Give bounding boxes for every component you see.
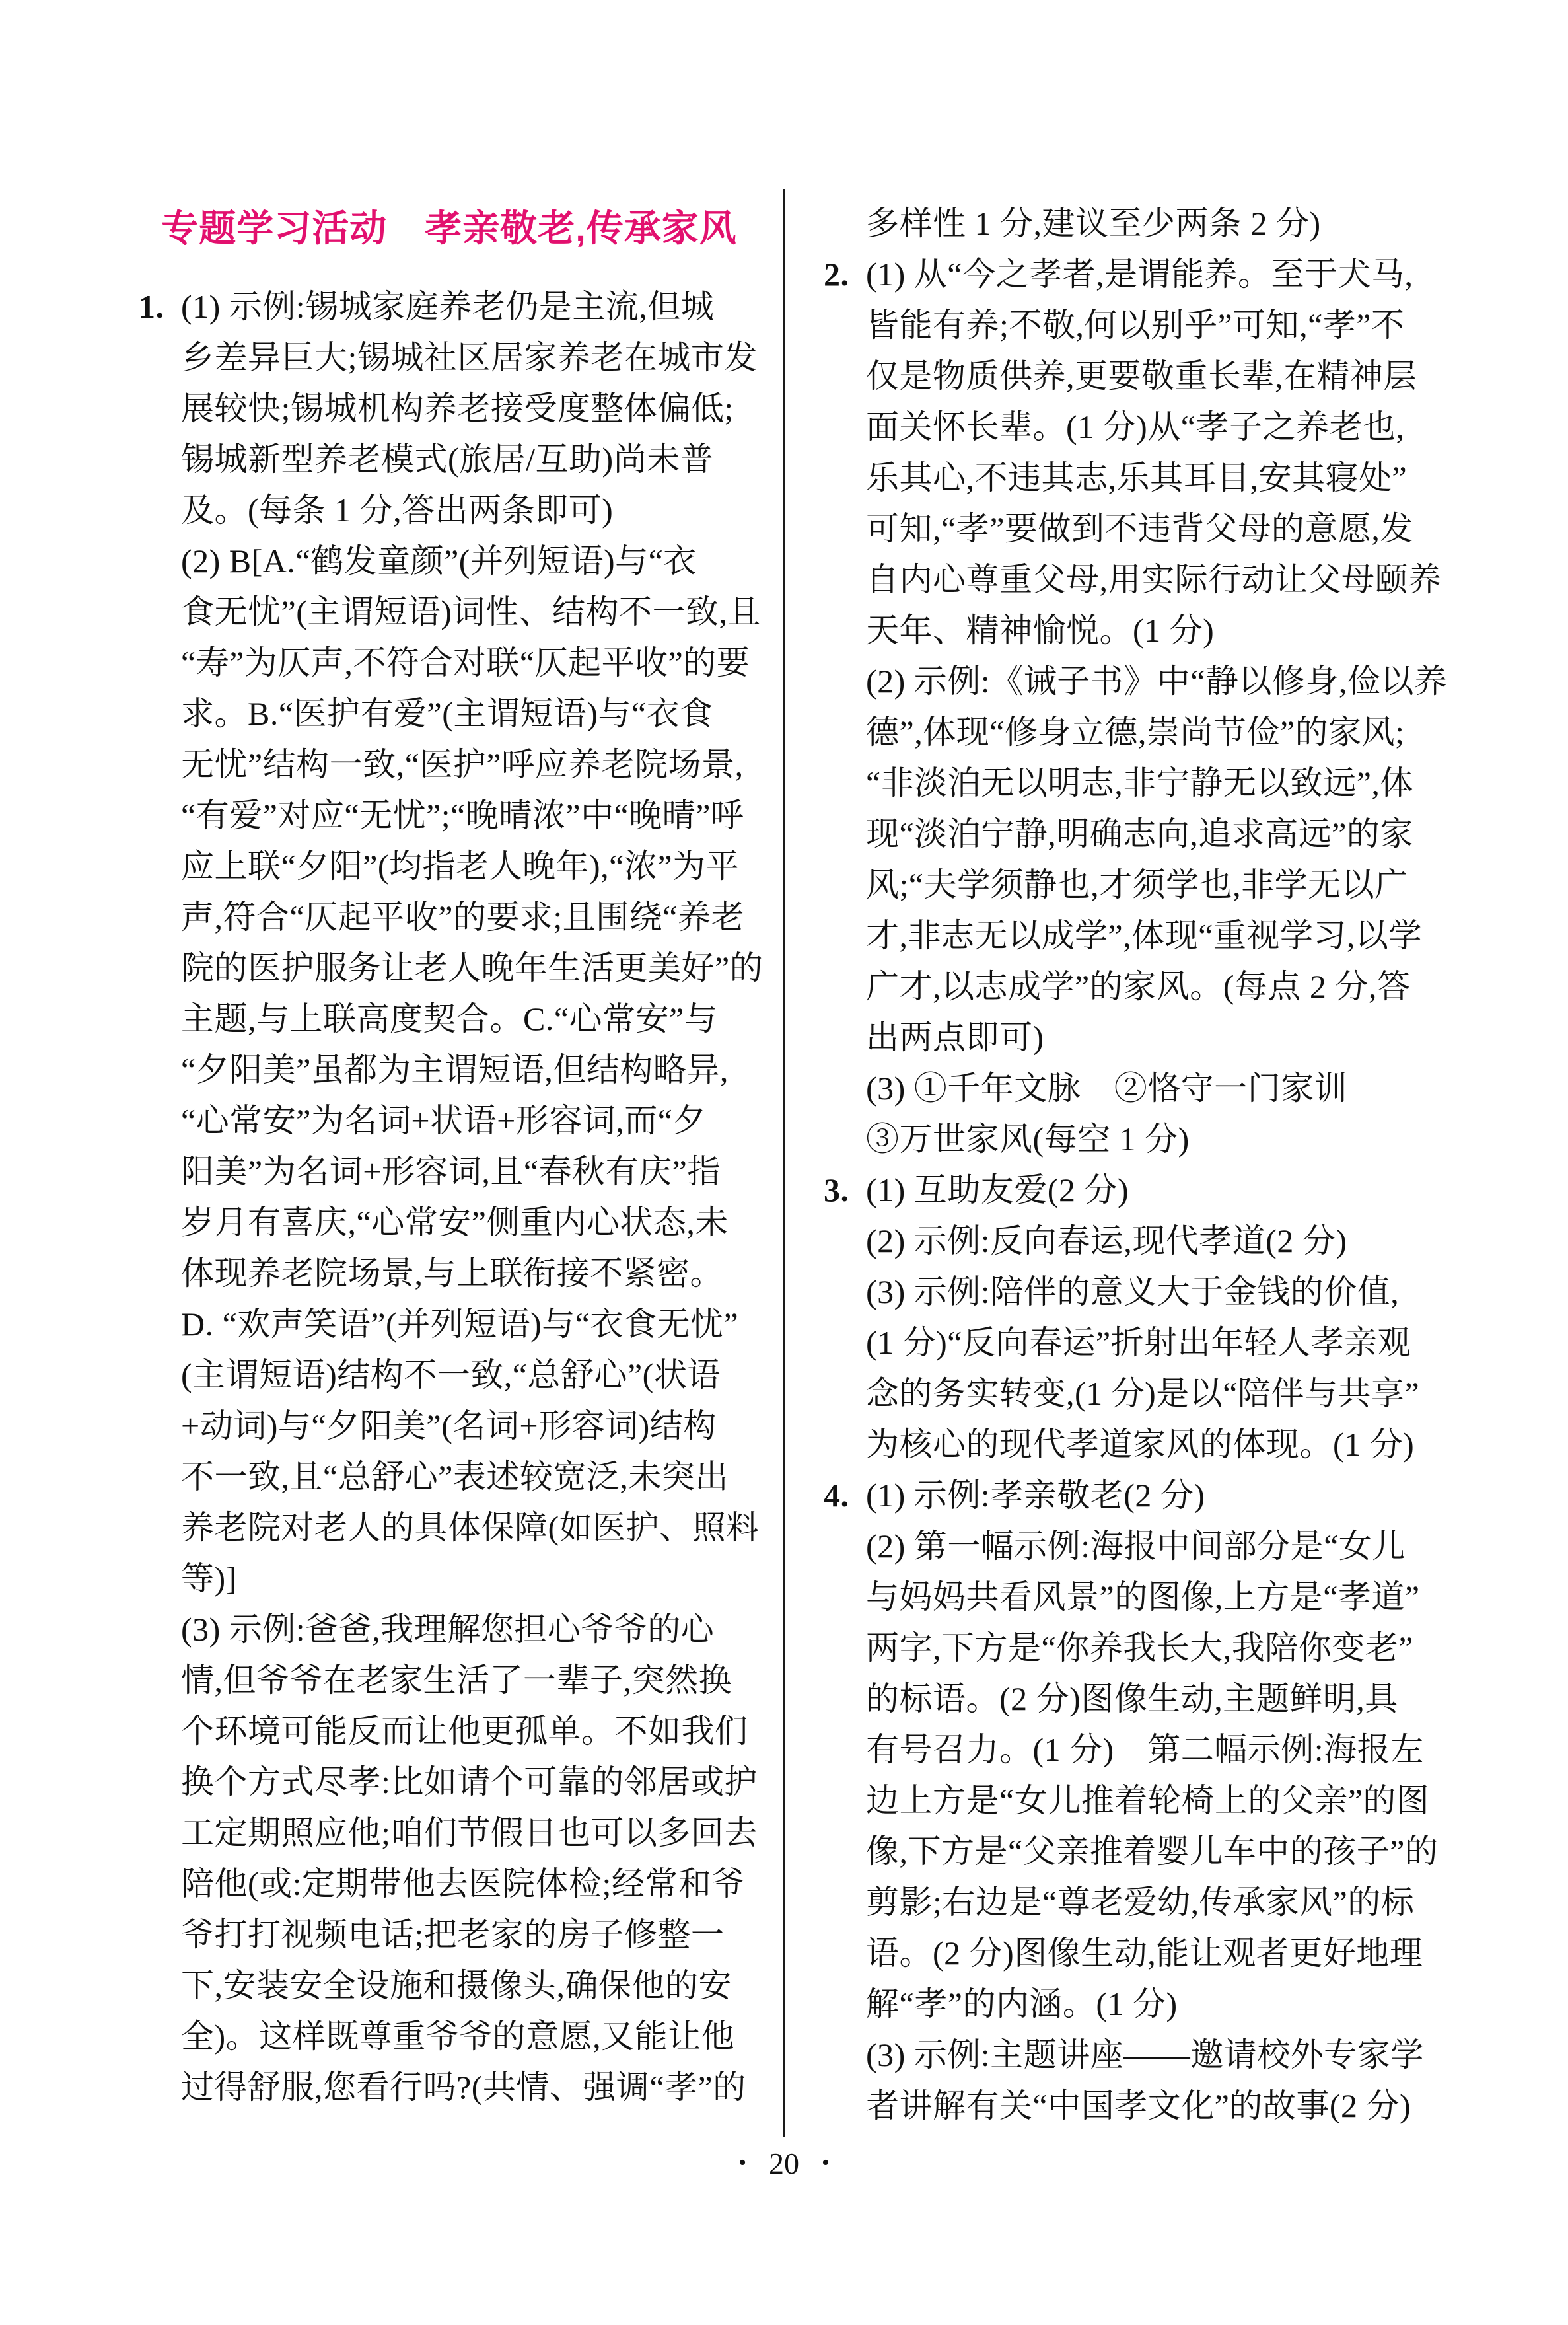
answer-line bbox=[139, 536, 773, 587]
line-text: “非淡泊无以明志,非宁静无以致远”,体 bbox=[866, 764, 1413, 801]
answer-line bbox=[824, 1419, 1458, 1470]
line-text: 风;“夫学须静也,才须学也,非学无以广 bbox=[866, 866, 1408, 903]
answer-line bbox=[139, 383, 773, 434]
line-text: 无忧”结构一致,“医护”呼应养老院场景, bbox=[181, 746, 744, 783]
line-text: 换个方式尽孝:比如请个可靠的邻居或护 bbox=[181, 1763, 758, 1800]
answer-line bbox=[139, 638, 773, 688]
line-text: 情,但爷爷在老家生活了一辈子,突然换 bbox=[181, 1662, 732, 1699]
line-text: (2) 第一幅示例:海报中间部分是“女儿 bbox=[866, 1528, 1406, 1565]
line-text: (1) 互助友爱(2 分) bbox=[866, 1171, 1129, 1208]
line-text: 岁月有喜庆,“心常安”侧重内心状态,未 bbox=[181, 1204, 729, 1241]
line-text: 的标语。(2 分)图像生动,主题鲜明,具 bbox=[866, 1680, 1398, 1717]
answer-line bbox=[824, 1063, 1458, 1114]
line-text: 现“淡泊宁静,明确志向,追求高远”的家 bbox=[866, 815, 1413, 852]
line-text: 应上联“夕阳”(均指老人晚年),“浓”为平 bbox=[181, 848, 740, 885]
line-text: 为核心的现代孝道家风的体现。(1 分) bbox=[866, 1426, 1415, 1463]
page-number: 20 bbox=[769, 2147, 799, 2180]
answer-line bbox=[824, 1979, 1458, 2030]
item-number: 3. bbox=[824, 1171, 849, 1208]
answer-line bbox=[139, 790, 773, 841]
line-text: 天年、精神愉悦。(1 分) bbox=[866, 612, 1215, 649]
answer-line bbox=[139, 1197, 773, 1248]
line-text: 像,下方是“父亲推着婴儿车中的孩子”的 bbox=[866, 1833, 1439, 1870]
line-text: 德”,体现“修身立德,崇尚节俭”的家风; bbox=[866, 714, 1405, 751]
line-text: 养老院对老人的具体保障(如医护、照料 bbox=[181, 1509, 760, 1546]
line-text: (2) 示例:反向春运,现代孝道(2 分) bbox=[866, 1222, 1347, 1259]
line-text: (主谓短语)结构不一致,“总舒心”(状语 bbox=[181, 1356, 721, 1393]
answer-line bbox=[824, 1623, 1458, 1674]
line-text: (3) ①千年文脉 ②恪守一门家训 bbox=[866, 1070, 1348, 1107]
line-text: +动词)与“夕阳美”(名词+形容词)结构 bbox=[181, 1407, 717, 1444]
answer-line bbox=[139, 1808, 773, 1859]
answer-line bbox=[824, 1368, 1458, 1419]
answer-line bbox=[824, 402, 1458, 453]
answer-line bbox=[824, 2081, 1458, 2131]
answer-line bbox=[139, 1859, 773, 1909]
answer-line bbox=[824, 1216, 1458, 1267]
line-text: 主题,与上联高度契合。C.“心常安”与 bbox=[181, 1000, 718, 1037]
item-number: 1. bbox=[139, 288, 164, 325]
line-text: 展较快;锡城机构养老接受度整体偏低; bbox=[181, 390, 734, 427]
line-text: 可知,“孝”要做到不违背父母的意愿,发 bbox=[866, 510, 1413, 547]
answer-line bbox=[139, 994, 773, 1045]
line-text: 仅是物质供养,更要敬重长辈,在精神层 bbox=[866, 357, 1417, 394]
footer-dot-right: • bbox=[822, 2151, 830, 2175]
answer-line bbox=[824, 1877, 1458, 1928]
answer-line bbox=[824, 249, 1458, 300]
answer-line bbox=[824, 656, 1458, 707]
item-number: 4. bbox=[824, 1477, 849, 1514]
answer-line bbox=[824, 1724, 1458, 1775]
line-text: 下,安装安全设施和摄像头,确保他的安 bbox=[181, 1967, 732, 2004]
line-text: (1) 从“今之孝者,是谓能养。至于犬马, bbox=[866, 256, 1413, 293]
line-text: 乡差异巨大;锡城社区居家养老在城市发 bbox=[181, 339, 758, 376]
line-text: 锡城新型养老模式(旅居/互助)尚未普 bbox=[181, 441, 714, 478]
answer-column-right bbox=[824, 198, 1458, 2131]
line-text: 工定期照应他;咱们节假日也可以多回去 bbox=[181, 1814, 758, 1851]
answer-line bbox=[824, 1775, 1458, 1826]
line-text: 出两点即可) bbox=[866, 1019, 1044, 1056]
answer-line bbox=[139, 1045, 773, 1095]
line-text: (2) 示例:《诫子书》中“静以修身,俭以养 bbox=[866, 663, 1448, 700]
line-text: 与妈妈共看风景”的图像,上方是“孝道” bbox=[866, 1578, 1420, 1615]
answer-line bbox=[139, 1248, 773, 1299]
answer-line bbox=[824, 605, 1458, 656]
line-text: 乐其心,不违其志,乐其耳目,安其寝处” bbox=[866, 459, 1408, 496]
answer-line bbox=[824, 1470, 1458, 1521]
answer-line bbox=[824, 707, 1458, 758]
line-text: 陪他(或:定期带他去医院体检;经常和爷 bbox=[181, 1865, 745, 1902]
line-text: (3) 示例:爸爸,我理解您担心爷爷的心 bbox=[181, 1611, 715, 1648]
line-text: “有爱”对应“无忧”;“晚晴浓”中“晚晴”呼 bbox=[181, 797, 744, 834]
answer-line bbox=[139, 1401, 773, 1452]
line-text: 及。(每条 1 分,答出两条即可) bbox=[181, 492, 614, 529]
line-text: (1) 示例:孝亲敬老(2 分) bbox=[866, 1477, 1205, 1514]
line-text: (1) 示例:锡城家庭养老仍是主流,但城 bbox=[181, 288, 715, 325]
answer-line bbox=[824, 300, 1458, 351]
page-title: 专题学习活动 孝亲敬老,传承家风 bbox=[161, 207, 737, 249]
page-footer bbox=[0, 2143, 1568, 2184]
answer-line bbox=[139, 1706, 773, 1757]
answer-line bbox=[824, 453, 1458, 503]
line-text: 面关怀长辈。(1 分)从“孝子之养老也, bbox=[866, 408, 1405, 445]
answer-line bbox=[824, 1521, 1458, 1572]
answer-line bbox=[139, 434, 773, 485]
line-text: 有号召力。(1 分) 第二幅示例:海报左 bbox=[866, 1731, 1424, 1768]
answer-line bbox=[824, 198, 1458, 249]
footer-dot-left: • bbox=[738, 2151, 746, 2175]
answer-line bbox=[139, 1757, 773, 1808]
answer-line bbox=[139, 1553, 773, 1604]
line-text: 食无忧”(主谓短语)词性、结构不一致,且 bbox=[181, 593, 761, 630]
answer-line bbox=[824, 1267, 1458, 1317]
answer-line bbox=[139, 1502, 773, 1553]
answer-column-left bbox=[139, 281, 773, 2113]
line-text: D. “欢声笑语”(并列短语)与“衣食无忧” bbox=[181, 1306, 739, 1343]
answer-line bbox=[824, 503, 1458, 554]
line-text: 才,非志无以成学”,体现“重视学习,以学 bbox=[866, 917, 1422, 954]
answer-line bbox=[139, 1655, 773, 1706]
column-divider bbox=[783, 189, 785, 2137]
line-text: 广才,以志成学”的家风。(每点 2 分,答 bbox=[866, 968, 1411, 1005]
answer-line bbox=[139, 841, 773, 892]
answer-line bbox=[139, 1095, 773, 1146]
answer-line bbox=[824, 351, 1458, 402]
line-text: 院的医护服务让老人晚年生活更美好”的 bbox=[181, 949, 764, 986]
answer-line bbox=[824, 1674, 1458, 1724]
line-text: 等)] bbox=[181, 1560, 237, 1597]
line-text: 者讲解有关“中国孝文化”的故事(2 分) bbox=[866, 2087, 1411, 2124]
answer-line bbox=[824, 910, 1458, 961]
answer-line bbox=[139, 2062, 773, 2113]
item-number: 2. bbox=[824, 256, 849, 293]
line-text: 体现养老院场景,与上联衔接不紧密。 bbox=[181, 1255, 723, 1292]
answer-line bbox=[824, 1012, 1458, 1063]
line-text: 爷打打视频电话;把老家的房子修整一 bbox=[181, 1916, 725, 1953]
line-text: (3) 示例:陪伴的意义大于金钱的价值, bbox=[866, 1273, 1400, 1310]
line-text: 阳美”为名词+形容词,且“春秋有庆”指 bbox=[181, 1153, 721, 1190]
line-text: “夕阳美”虽都为主谓短语,但结构略异, bbox=[181, 1051, 729, 1088]
line-text: (3) 示例:主题讲座——邀请校外专家学 bbox=[866, 2036, 1424, 2073]
line-text: 皆能有养;不敬,何以别乎”可知,“孝”不 bbox=[866, 307, 1405, 344]
answer-line bbox=[139, 1146, 773, 1197]
answer-line bbox=[824, 2030, 1458, 2081]
line-text: 不一致,且“总舒心”表述较宽泛,未突出 bbox=[181, 1458, 729, 1495]
line-text: ③万世家风(每空 1 分) bbox=[866, 1121, 1190, 1158]
line-text: 自内心尊重父母,用实际行动让父母颐养 bbox=[866, 561, 1442, 598]
line-text: 全)。这样既尊重爷爷的意愿,又能让他 bbox=[181, 2018, 735, 2055]
answer-line bbox=[139, 281, 773, 332]
line-text: 念的务实转变,(1 分)是以“陪伴与共享” bbox=[866, 1375, 1420, 1412]
answer-line bbox=[139, 1604, 773, 1655]
answer-line bbox=[139, 943, 773, 994]
line-text: 语。(2 分)图像生动,能让观者更好地理 bbox=[866, 1935, 1423, 1972]
answer-line bbox=[824, 758, 1458, 809]
answer-line bbox=[824, 1572, 1458, 1623]
answer-line bbox=[824, 961, 1458, 1012]
answer-line bbox=[139, 2011, 773, 2062]
answer-line bbox=[139, 1350, 773, 1401]
answer-line bbox=[139, 332, 773, 383]
line-text: 求。B.“医护有爱”(主谓短语)与“衣食 bbox=[181, 695, 713, 732]
answer-line bbox=[139, 1909, 773, 1960]
line-text: 多样性 1 分,建议至少两条 2 分) bbox=[866, 205, 1321, 242]
answer-line bbox=[139, 1452, 773, 1502]
line-text: 过得舒服,您看行吗?(共情、强调“孝”的 bbox=[181, 2069, 746, 2106]
answer-line bbox=[824, 860, 1458, 910]
line-text: (1 分)“反向春运”折射出年轻人孝亲观 bbox=[866, 1324, 1411, 1361]
answer-line bbox=[824, 1165, 1458, 1216]
answer-line bbox=[139, 739, 773, 790]
answer-line bbox=[139, 1299, 773, 1350]
answer-line bbox=[824, 1114, 1458, 1165]
line-text: 解“孝”的内涵。(1 分) bbox=[866, 1985, 1178, 2022]
answer-line bbox=[139, 587, 773, 638]
line-text: 声,符合“仄起平收”的要求;且围绕“养老 bbox=[181, 899, 744, 936]
line-text: “心常安”为名词+状语+形容词,而“夕 bbox=[181, 1102, 706, 1139]
line-text: 两字,下方是“你养我长大,我陪你变老” bbox=[866, 1629, 1413, 1666]
answer-line bbox=[824, 1317, 1458, 1368]
line-text: (2) B[A.“鹤发童颜”(并列短语)与“衣 bbox=[181, 542, 697, 579]
answer-line bbox=[824, 1928, 1458, 1979]
line-text: “寿”为仄声,不符合对联“仄起平收”的要 bbox=[181, 644, 750, 681]
answer-line bbox=[824, 809, 1458, 860]
line-text: 边上方是“女儿推着轮椅上的父亲”的图 bbox=[866, 1782, 1430, 1819]
answer-line bbox=[824, 554, 1458, 605]
answer-line bbox=[139, 1960, 773, 2011]
line-text: 剪影;右边是“尊老爱幼,传承家风”的标 bbox=[866, 1884, 1415, 1921]
line-text: 个环境可能反而让他更孤单。不如我们 bbox=[181, 1713, 748, 1750]
answer-line bbox=[139, 688, 773, 739]
answer-line bbox=[824, 1826, 1458, 1877]
answer-line bbox=[139, 485, 773, 536]
answer-line bbox=[139, 892, 773, 943]
